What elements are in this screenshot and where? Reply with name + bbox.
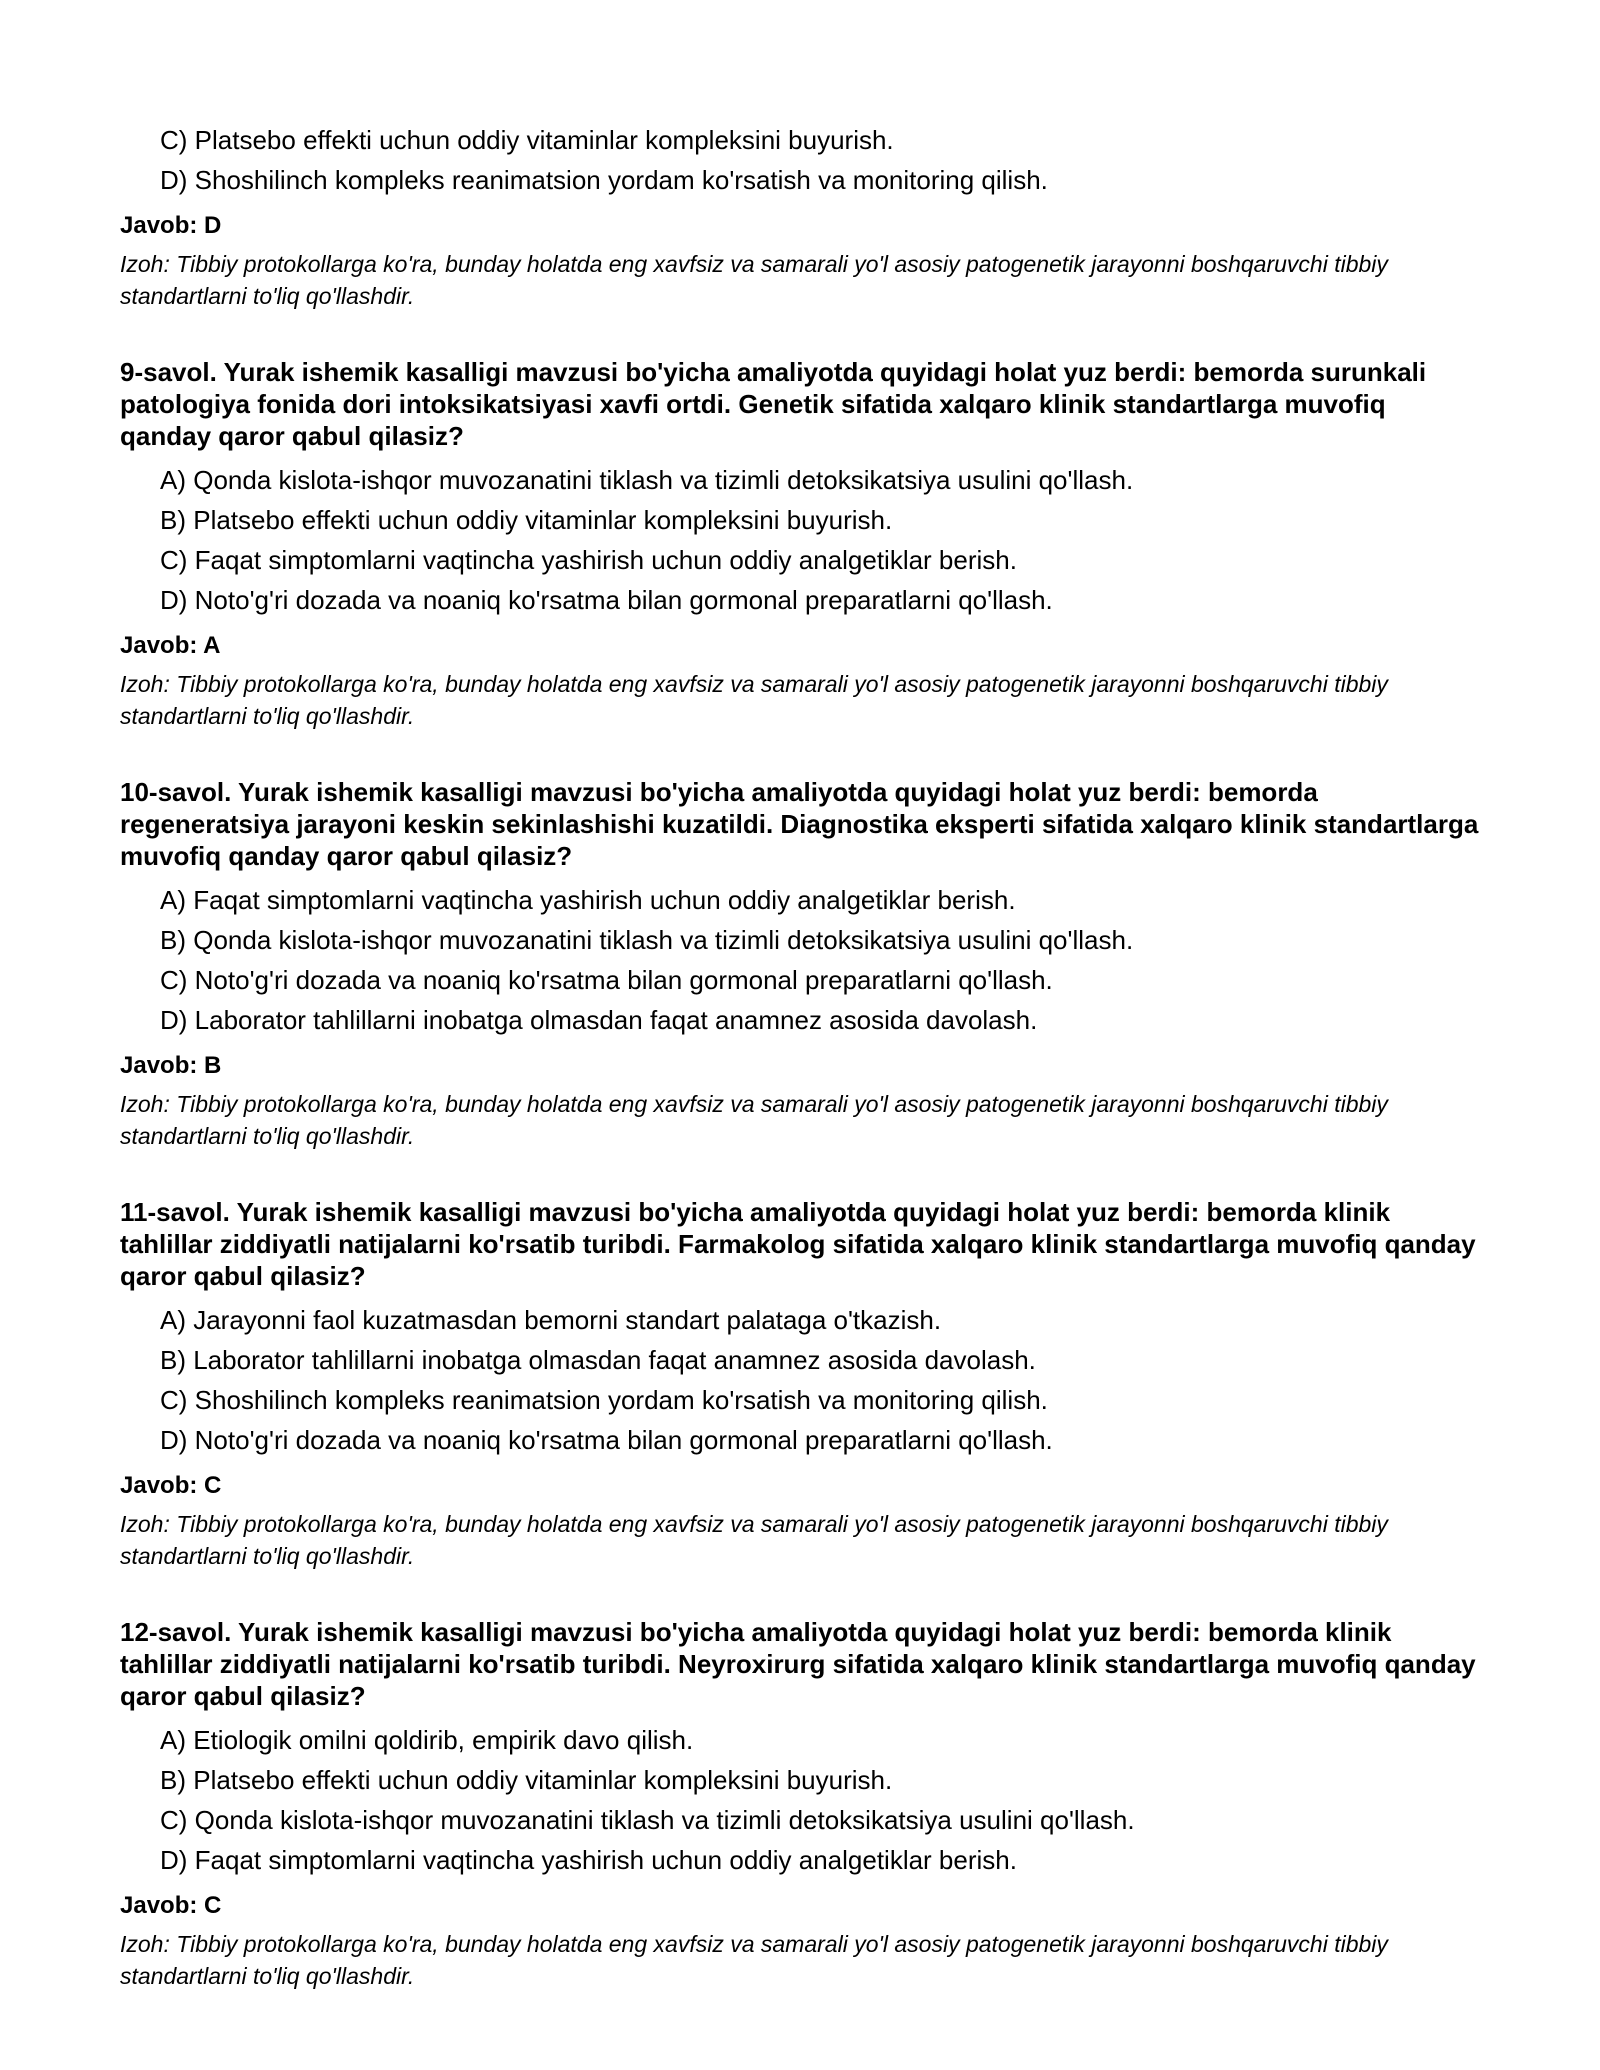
option-c: C) Qonda kislota-ishqor muvozanatini tiklash va tizimli detoksikatsiya usulini qo'llash. xyxy=(160,1805,1135,1835)
option-b: B) Qonda kislota-ishqor muvozanatini tiklash va tizimli detoksikatsiya usulini qo'llash. xyxy=(160,925,1134,955)
option-d: D) Noto'g'ri dozada va noaniq ko'rsatma bilan gormonal preparatlarni qo'llash. xyxy=(160,1425,1053,1455)
question-text: 12-savol. Yurak ishemik kasalligi mavzusi bo'yicha amaliyotda quyidagi holat yuz berdi: bemorda klinik tahlillar ziddiyatli natijalarni ko'rsatib turibdi. Neyroxirurg sifatida xalqaro klinik standartlarga muvofiq qanday qaror qabul qilasiz? xyxy=(120,1617,1476,1711)
explanation-note: Izoh: Tibbiy protokollarga ko'ra, bunday holatda eng xavfsiz va samarali yo'l asosiy patogenetik jarayonni boshqaruvchi tibbiy standartlarni to'liq qo'llashdir. xyxy=(120,671,1388,729)
answer: Javob: A xyxy=(120,632,221,659)
answer: Javob: C xyxy=(120,1472,222,1499)
document-page xyxy=(120,120,1480,1992)
explanation-note: Izoh: Tibbiy protokollarga ko'ra, bunday holatda eng xavfsiz va samarali yo'l asosiy patogenetik jarayonni boshqaruvchi tibbiy standartlarni to'liq qo'llashdir. xyxy=(120,251,1388,309)
option-list xyxy=(120,460,1480,620)
explanation-note: Izoh: Tibbiy protokollarga ko'ra, bunday holatda eng xavfsiz va samarali yo'l asosiy patogenetik jarayonni boshqaruvchi tibbiy standartlarni to'liq qo'llashdir. xyxy=(120,1511,1388,1569)
explanation-note: Izoh: Tibbiy protokollarga ko'ra, bunday holatda eng xavfsiz va samarali yo'l asosiy patogenetik jarayonni boshqaruvchi tibbiy standartlarni to'liq qo'llashdir. xyxy=(120,1931,1388,1989)
answer: Javob: D xyxy=(120,212,222,239)
question-9 xyxy=(120,356,1480,732)
question-text: 11-savol. Yurak ishemik kasalligi mavzusi bo'yicha amaliyotda quyidagi holat yuz berdi: bemorda klinik tahlillar ziddiyatli natijalarni ko'rsatib turibdi. Farmakolog sifatida xalqaro klinik standartlarga muvofiq qanday qaror qabul qilasiz? xyxy=(120,1197,1476,1291)
option-a: A) Etiologik omilni qoldirib, empirik davo qilish. xyxy=(160,1725,694,1755)
option-c: C) Faqat simptomlarni vaqtincha yashirish uchun oddiy analgetiklar berish. xyxy=(160,545,1017,575)
option-d: D) Shoshilinch kompleks reanimatsion yordam ko'rsatish va monitoring qilish. xyxy=(160,165,1048,195)
question-11 xyxy=(120,1196,1480,1572)
option-a: A) Jarayonni faol kuzatmasdan bemorni standart palataga o'tkazish. xyxy=(160,1305,942,1335)
option-list xyxy=(120,120,1480,200)
question-text: 10-savol. Yurak ishemik kasalligi mavzusi bo'yicha amaliyotda quyidagi holat yuz berdi: bemorda regeneratsiya jarayoni keskin sekinlashishi kuzatildi. Diagnostika eksperti sifatida xalqaro klinik standartlarga muvofiq qanday qaror qabul qilasiz? xyxy=(120,777,1479,871)
explanation-note: Izoh: Tibbiy protokollarga ko'ra, bunday holatda eng xavfsiz va samarali yo'l asosiy patogenetik jarayonni boshqaruvchi tibbiy standartlarni to'liq qo'llashdir. xyxy=(120,1091,1388,1149)
question-12 xyxy=(120,1616,1480,1992)
option-d: D) Noto'g'ri dozada va noaniq ko'rsatma bilan gormonal preparatlarni qo'llash. xyxy=(160,585,1053,615)
option-list xyxy=(120,1720,1480,1880)
option-list xyxy=(120,1300,1480,1460)
question-text: 9-savol. Yurak ishemik kasalligi mavzusi bo'yicha amaliyotda quyidagi holat yuz berdi: bemorda surunkali patologiya fonida dori intoksikatsiyasi xavfi ortdi. Genetik sifatida xalqaro klinik standartlarga muvofiq qanday qaror qabul qilasiz? xyxy=(120,357,1427,451)
option-list xyxy=(120,880,1480,1040)
option-b: B) Laborator tahlillarni inobatga olmasdan faqat anamnez asosida davolash. xyxy=(160,1345,1036,1375)
option-c: C) Platsebo effekti uchun oddiy vitaminlar kompleksini buyurish. xyxy=(160,125,894,155)
option-a: A) Qonda kislota-ishqor muvozanatini tiklash va tizimli detoksikatsiya usulini qo'llash. xyxy=(160,465,1134,495)
answer: Javob: B xyxy=(120,1052,222,1079)
option-b: B) Platsebo effekti uchun oddiy vitaminlar kompleksini buyurish. xyxy=(160,505,893,535)
option-c: C) Noto'g'ri dozada va noaniq ko'rsatma bilan gormonal preparatlarni qo'llash. xyxy=(160,965,1053,995)
option-d: D) Faqat simptomlarni vaqtincha yashirish uchun oddiy analgetiklar berish. xyxy=(160,1845,1017,1875)
continued-question xyxy=(120,120,1480,312)
option-a: A) Faqat simptomlarni vaqtincha yashirish uchun oddiy analgetiklar berish. xyxy=(160,885,1016,915)
option-c: C) Shoshilinch kompleks reanimatsion yordam ko'rsatish va monitoring qilish. xyxy=(160,1385,1048,1415)
option-b: B) Platsebo effekti uchun oddiy vitaminlar kompleksini buyurish. xyxy=(160,1765,893,1795)
answer: Javob: C xyxy=(120,1892,222,1919)
question-10 xyxy=(120,776,1480,1152)
option-d: D) Laborator tahlillarni inobatga olmasdan faqat anamnez asosida davolash. xyxy=(160,1005,1038,1035)
